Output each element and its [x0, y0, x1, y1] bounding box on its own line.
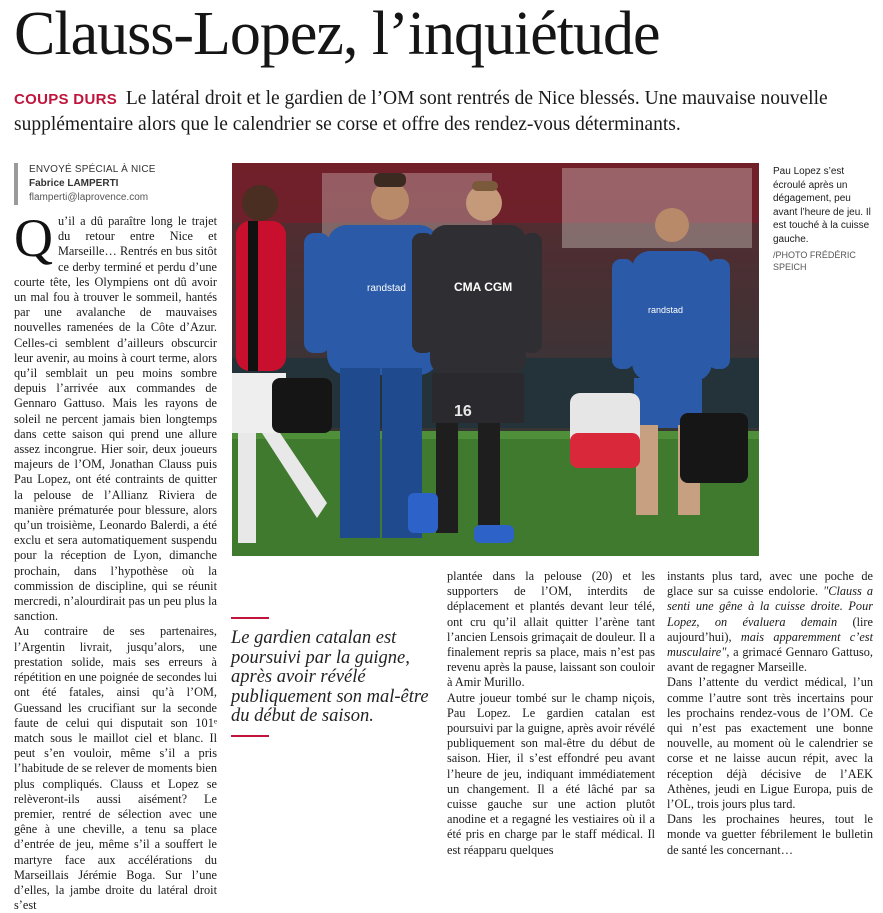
- deck-text: Le latéral droit et le gardien de l’OM sont rentrés de Nice blessés. Une mauvaise nouvelle supplémentaire alors que le calendrier se corse et offre des rendez-vous déterminants.: [14, 88, 828, 135]
- byline-author: Fabrice LAMPERTI: [29, 178, 119, 189]
- pull-quote: [231, 617, 431, 737]
- article-column-2: [447, 569, 655, 858]
- col3-p1-quote: "Clauss a senti une gêne à la cuisse droite. Pour Lopez, on évaluera demain: [667, 584, 873, 629]
- headline: Clauss-Lopez, l’inquiétude: [14, 0, 660, 68]
- byline: [14, 163, 156, 205]
- deck-kicker: COUPS DURS: [14, 91, 118, 108]
- caption-text: Pau Lopez s’est écroulé après un dégagement, peu avant l’heure de jeu. Il est touché à la cuisse gauche.: [773, 166, 871, 245]
- col3-p1-a: instants plus tard, avec une poche de glace sur sa cuisse endolorie.: [667, 569, 873, 599]
- col3-p1-quote2: mais apparemment c’est musculaire": [667, 629, 873, 660]
- photo-credit: /PHOTO FRÉDÉRIC SPEICH: [773, 250, 856, 272]
- col3-paragraph-3: Dans les prochaines heures, tout le monde va guetter fébrilement le bulletin de santé les concernant…: [667, 812, 873, 857]
- shirt-sponsor: CMA CGM: [454, 280, 513, 294]
- col3-p1-c: , a grimacé Gennaro Gattuso, avant de regagner Marseille.: [667, 645, 873, 675]
- col1-paragraph-1: u’il a dû paraître long le trajet du retour entre Nice et Marseille… Rentrés en bus sitôt ce derby terminé et perdu d’une courte tête, les Olympiens ont dû avoir un mal fou à trouver le sommeil, hantés par une avalanche de mauvaises nouvelles ramenées de la Côte d’Azur. Celles-ci semblent d’ailleurs obscurcir leur avenir, au moins à court terme, alors qu’il semblait un peu moins sombre depuis l’arrivée aux commandes de Gennaro Gattuso. Mais les rayons de soleil ne percent jamais bien longtemps dans cette saison qui prend une allure assez incongrue. Hier soir, deux joueurs majeurs de l’OM, Jonathan Clauss puis Pau Lopez, ont été contraints de quitter la pelouse de l’Allianz Riviera de manière prématurée pour blessure, alors qu’un troisième, Leonardo Balerdi, a été exclu et sera automatiquement suspendu pour la réception de Lyon, dimanche prochain, dans l’hypothèse où la commission de discipline, qui se réunit mercredi, n’alourdirait pas un peu plus la sanction.: [14, 214, 217, 624]
- staff-sponsor-left: randstad: [367, 283, 406, 294]
- col2-paragraph-1: plantée dans la pelouse (20) et les supporters de l’OM, interdits de déplacement et plantés devant leur télé, ont cru qu’il allait quitter l’arène tant l’ancien Lensois grimaçait de douleur. Il a finalement repris sa place, mais n’est pas revenu après la pause, laissant son couloir à Amir Murillo.: [447, 569, 655, 690]
- dropcap: Q: [14, 208, 53, 268]
- byline-email: flamperti@laprovence.com: [29, 192, 149, 203]
- col3-paragraph-1: [667, 569, 873, 675]
- article-column-3: [667, 569, 873, 858]
- deck: [14, 86, 874, 137]
- pull-quote-rule-bottom: [231, 735, 269, 737]
- col3-paragraph-2: Dans l’attente du verdict médical, l’un comme l’autre sont très incertains pour les prochains rendez-vous de l’OM. Ce qui n’est pas exactement une bonne nouvelle, au moment où le calendrier se corse et ne laisse aucun répit, avec la réception déjà décisive de l’AEK Athènes, jeudi en Ligue Europa, puis de l’OL, trois jours plus tard.: [667, 675, 873, 812]
- byline-role: ENVOYÉ SPÉCIAL À NICE: [29, 164, 156, 175]
- article-photo: [232, 163, 759, 556]
- col2-paragraph-2: Autre joueur tombé sur le champ niçois, Pau Lopez. Le gardien catalan est poursuivi par la guigne, après avoir révélé publiquement son mal-être du début de saison. Hier, il s’est effondré peu avant l’heure de jeu, indiquant immédiatement un changement. Il a été lâché par sa cuisse gauche sur une action plutôt anodine et a regagné les vestiaires où il a été pris en charge par le staff médical. Il est réapparu quelques: [447, 690, 655, 857]
- shirt-number: 16: [454, 403, 472, 420]
- photo-caption: [773, 165, 878, 273]
- article-column-1: [14, 208, 217, 913]
- pull-quote-rule-top: [231, 617, 269, 619]
- pull-quote-text: Le gardien catalan est poursuivi par la guigne, après avoir révélé publiquement son mal-être du début de saison.: [231, 628, 429, 726]
- staff-sponsor-right: randstad: [648, 305, 684, 315]
- col3-p1-b: (lire aujourd’hui),: [667, 614, 873, 644]
- photo-illustration: [232, 163, 759, 556]
- col1-paragraph-2: Au contraire de ses partenaires, l’Argentin livrait, jusqu’alors, une prestation solide, mais ses erreurs à répétition en une poignée de secondes lui ont été fatales, ainsi qu’à l’OM, Guessand les crucifiant sur la seconde faute de celui qui disputait son 101ᵉ match sous le maillot ciel et blanc. Il peut s’en vouloir, même s’il a pris l’habitude de se relever de moments bien plus compliqués. Clauss et Lopez se relèveront-ils aussi aisément? Le premier, rentré de sélection avec une gêne à une cheville, a tenu sa place d’entrée de jeu, même s’il a souffert le martyre face aux accélérations du Marseillais Jérémie Boga. Sur l’une d’elles, la jambe droite du latéral droit s’est: [14, 624, 217, 913]
